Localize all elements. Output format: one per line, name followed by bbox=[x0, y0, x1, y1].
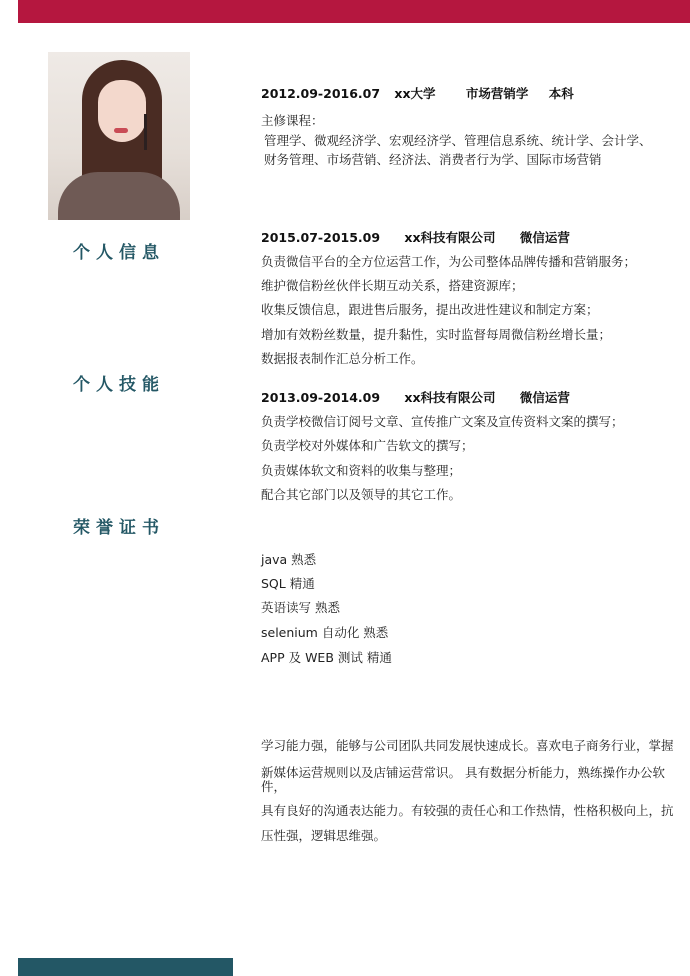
experience-company: xx科技有限公司 bbox=[404, 390, 496, 405]
education-degree: 本科 bbox=[548, 86, 574, 101]
skill-item: selenium 自动化 熟悉 bbox=[261, 625, 389, 640]
courses-line: 财务管理、市场营销、经济法、消费者行为学、国际市场营销 bbox=[264, 152, 602, 167]
duty-item: 增加有效粉丝数量，提升黏性，实时监督每周微信粉丝增长量； bbox=[261, 327, 612, 342]
duty-item: 收集反馈信息，跟进售后服务，提出改进性建议和制定方案； bbox=[261, 302, 599, 317]
experience-period: 2013.09-2014.09 bbox=[261, 390, 381, 405]
duty-item: 数据报表制作汇总分析工作。 bbox=[261, 351, 424, 366]
experience-header bbox=[261, 230, 570, 246]
summary-line: 具有良好的沟通表达能力。有较强的责任心和工作热情，性格积极向上，抗 bbox=[261, 803, 674, 818]
experience-company: xx科技有限公司 bbox=[404, 230, 496, 245]
duty-item: 配合其它部门以及领导的其它工作。 bbox=[261, 487, 462, 502]
experience-role: 微信运营 bbox=[519, 230, 570, 245]
experience-header bbox=[261, 390, 570, 406]
duty-item: 负责微信平台的全方位运营工作，为公司整体品牌传播和营销服务； bbox=[261, 254, 637, 269]
duty-item: 负责学校对外媒体和广告软文的撰写； bbox=[261, 438, 474, 453]
top-accent-bar bbox=[18, 0, 690, 23]
skill-item: APP 及 WEB 测试 精通 bbox=[261, 650, 392, 665]
summary-line: 新媒体运营规则以及店铺运营常识。 具有数据分析能力，熟练操作办公软 bbox=[261, 765, 665, 780]
courses-line: 管理学、微观经济学、宏观经济学、管理信息系统、统计学、会计学、 bbox=[264, 133, 652, 148]
summary-line: 压性强，逻辑思维强。 bbox=[261, 828, 387, 843]
section-title-honors: 荣誉证书 bbox=[73, 518, 165, 538]
education-major: 市场营销学 bbox=[465, 86, 529, 101]
summary-line: 件， bbox=[261, 779, 287, 794]
skill-item: SQL 精通 bbox=[261, 576, 315, 591]
summary-line: 学习能力强，能够与公司团队共同发展快速成长。喜欢电子商务行业，掌握 bbox=[261, 738, 674, 753]
bottom-accent-bar bbox=[18, 958, 233, 976]
duty-item: 维护微信粉丝伙伴长期互动关系，搭建资源库； bbox=[261, 278, 524, 293]
section-title-personal-info: 个人信息 bbox=[73, 243, 165, 263]
skill-item: 英语读写 熟悉 bbox=[261, 600, 340, 615]
duty-item: 负责学校微信订阅号文章、宣传推广文案及宣传资料文案的撰写； bbox=[261, 414, 624, 429]
education-period: 2012.09-2016.07 bbox=[261, 86, 381, 101]
section-title-skills: 个人技能 bbox=[73, 375, 165, 395]
experience-period: 2015.07-2015.09 bbox=[261, 230, 381, 245]
profile-photo bbox=[48, 52, 190, 220]
education-header bbox=[261, 86, 574, 102]
skill-item: java 熟悉 bbox=[261, 552, 317, 567]
experience-role: 微信运营 bbox=[519, 390, 570, 405]
duty-item: 负责媒体软文和资料的收集与整理； bbox=[261, 463, 462, 478]
courses-label: 主修课程： bbox=[261, 113, 324, 128]
education-school: xx大学 bbox=[394, 86, 436, 101]
